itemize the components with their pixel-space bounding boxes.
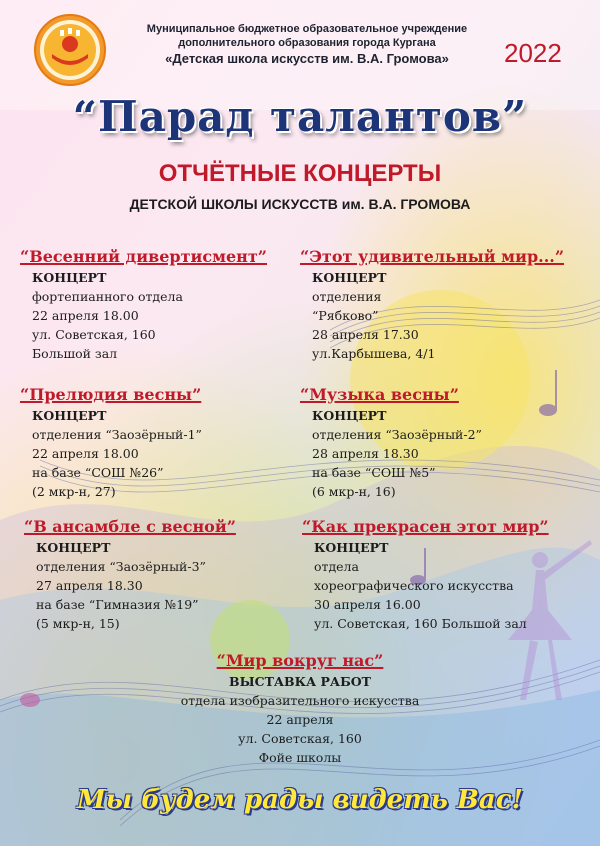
org-line-1: Муниципальное бюджетное образовательное учреждение [146, 23, 468, 35]
event-line: (6 мкр-н, 16) [312, 484, 396, 499]
event-line: отделения “Заозёрный-2” [312, 427, 482, 442]
event-title: “Как прекрасен этот мир” [302, 517, 549, 536]
organization-name [112, 22, 502, 68]
event-line: КОНЦЕРТ [32, 408, 107, 423]
event-line: фортепианного отдела [32, 289, 183, 304]
event-line: ул.Карбышева, 4/1 [312, 346, 436, 361]
event-line: КОНЦЕРТ [312, 408, 387, 423]
event-line: КОНЦЕРТ [314, 540, 389, 555]
event-line: ВЫСТАВКА РАБОТ [229, 674, 371, 689]
event-line: КОНЦЕРТ [32, 270, 107, 285]
event-line: Фойе школы [258, 750, 342, 765]
event-details [312, 268, 564, 363]
event-details [36, 538, 236, 633]
event-block [0, 650, 600, 767]
event-line: 22 апреля 18.00 [32, 446, 139, 461]
closing-slogan: Мы будем рады видеть Вас! [77, 785, 523, 815]
event-details [32, 268, 267, 363]
event-line: ул. Советская, 160 [238, 731, 362, 746]
event-line: 27 апреля 18.30 [36, 578, 143, 593]
event-title: “Весенний дивертисмент” [20, 247, 267, 266]
event-line: 22 апреля [266, 712, 334, 727]
event-line: на базе “СОШ №26” [32, 465, 164, 480]
event-line: 28 апреля 18.30 [312, 446, 419, 461]
event-block [300, 246, 564, 363]
event-block [302, 516, 549, 633]
event-line: отделения “Заозёрный-1” [32, 427, 202, 442]
event-line: (2 мкр-н, 27) [32, 484, 116, 499]
event-title: “Прелюдия весны” [20, 385, 202, 404]
event-block [24, 516, 236, 633]
event-block [300, 384, 482, 501]
event-line: отделения “Заозёрный-3” [36, 559, 206, 574]
event-line: Большой зал [32, 346, 118, 361]
event-line: ул. Советская, 160 [32, 327, 156, 342]
event-title: “Этот удивительный мир...” [300, 247, 565, 266]
event-line: “Рябково” [312, 308, 379, 323]
event-line: на базе “СОШ №5” [312, 465, 436, 480]
org-line-2: дополнительного образования города Кургана [178, 37, 436, 49]
event-line: ул. Советская, 160 Большой зал [314, 616, 527, 631]
event-details [0, 672, 600, 767]
event-title: “Музыка весны” [300, 385, 459, 404]
event-line: отделения [312, 289, 382, 304]
event-line: отдела [314, 559, 359, 574]
event-line: 28 апреля 17.30 [312, 327, 419, 342]
header [0, 0, 600, 100]
event-line: (5 мкр-н, 15) [36, 616, 120, 631]
event-details [314, 538, 549, 633]
event-line: КОНЦЕРТ [36, 540, 111, 555]
school-logo [34, 14, 106, 86]
event-line: КОНЦЕРТ [312, 270, 387, 285]
event-block [20, 384, 202, 501]
event-line: 30 апреля 16.00 [314, 597, 421, 612]
event-title: “В ансамбле с весной” [24, 517, 236, 536]
subtitle: ОТЧЁТНЫЕ КОНЦЕРТЫ [158, 160, 442, 187]
subtitle-school: ДЕТСКОЙ ШКОЛЫ ИСКУССТВ им. В.А. ГРОМОВА [129, 196, 471, 212]
event-block [20, 246, 267, 363]
year: 2022 [504, 38, 562, 68]
org-line-3: «Детская школа искусств им. В.А. Громова» [165, 51, 449, 66]
poster-title: “Парад талантов” [72, 92, 528, 141]
event-details [312, 406, 482, 501]
event-line: хореографического искусства [314, 578, 514, 593]
event-details [32, 406, 202, 501]
event-line: на базе “Гимназия №19” [36, 597, 199, 612]
event-title: “Мир вокруг нас” [216, 651, 384, 670]
event-line: отдела изобразительного искусства [180, 693, 420, 708]
event-line: 22 апреля 18.00 [32, 308, 139, 323]
